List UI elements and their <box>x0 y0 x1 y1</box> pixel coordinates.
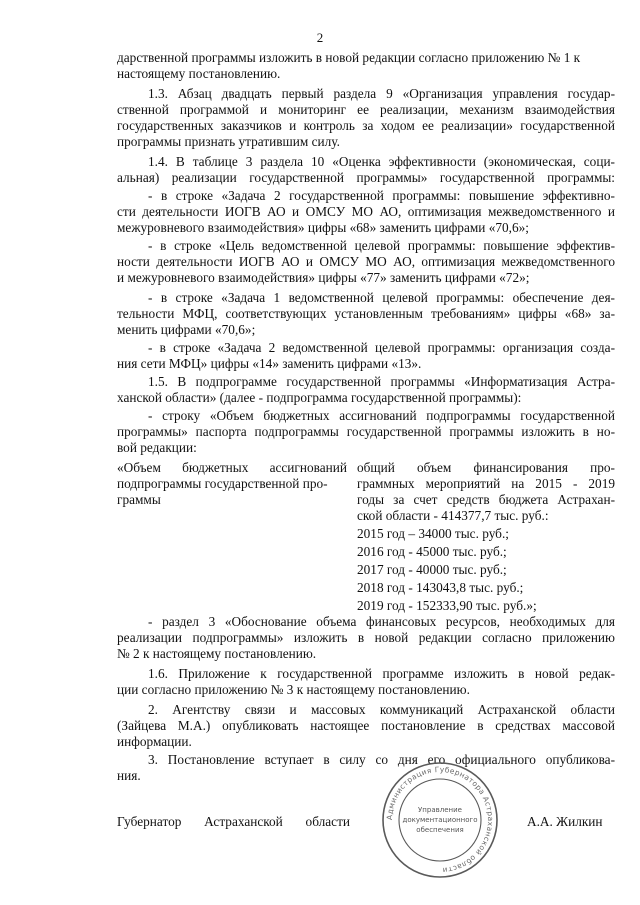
text-line: государственных заказчиков и контроль за ходом ее реализации» государственной <box>117 118 615 133</box>
text-line: реализации подпрограммы» изложить в новой редакции согласно приложению <box>117 630 615 645</box>
text-line: 1.6. Приложение к государственной программе изложить в новой редак- <box>148 666 615 681</box>
text-line: ханской области» (далее - подпрограмма государственной программы): <box>117 390 522 405</box>
signature-name: А.А. Жилкин <box>527 814 603 829</box>
text-line: ния сети МФЦ» цифры «14» заменить цифрами «13». <box>117 356 422 371</box>
page-number: 2 <box>316 30 324 45</box>
svg-text:документационного: документационного <box>402 816 478 824</box>
signature-title: Губернатор Астраханской области <box>117 814 350 829</box>
text-line: 3. Постановление вступает в силу со дня его официального опубликова- <box>148 752 615 767</box>
text-line: (Зайцева М.А.) опубликовать настоящее постановление в средствах массовой <box>117 718 615 733</box>
text-line: вой редакции: <box>117 440 197 455</box>
text-line: ности деятельности ИОГВ АО и ОМСУ МО АО, оптимизация межведомственного <box>117 254 615 269</box>
table-right-line: ской области - 414377,7 тыс. руб.: <box>357 508 549 523</box>
text-line: межуровневого взаимодействия» цифры «68» заменить цифрами «70,6»; <box>117 220 529 235</box>
table-left-line: подпрограммы государственной про- <box>117 476 328 491</box>
text-line: менить цифрами «70,6»; <box>117 322 256 337</box>
table-right-line: граммных мероприятий на 2015 - 2019 <box>357 476 615 491</box>
text-line: 1.4. В таблице 3 раздела 10 «Оценка эффективности (экономическая, соци- <box>148 154 615 169</box>
text-line: - в строке «Задача 2 государственной программы: повышение эффективно- <box>148 188 615 203</box>
table-right-line: 2017 год - 40000 тыс. руб.; <box>357 562 507 577</box>
table-right-line: общий объем финансирования про- <box>357 460 615 475</box>
text-line: альная) реализации государственной программы» государственной программы: <box>117 170 615 185</box>
table-left-line: граммы <box>117 492 161 507</box>
text-line: ственной программой и мониторинг ее реализации, механизм взаимодействия <box>117 102 615 117</box>
text-line: - раздел 3 «Обоснование объема финансовых ресурсов, необходимых для <box>148 614 615 629</box>
text-line: 2. Агентству связи и массовых коммуникаций Астраханской области <box>148 702 615 717</box>
text-line: тельности МФЦ, соответствующих установленным требованиям» цифры «68» за- <box>117 306 615 321</box>
text-line: настоящему постановлению. <box>117 66 281 81</box>
text-line: программы признать утратившим силу. <box>117 134 340 149</box>
text-line: сти деятельности ИОГВ АО и ОМСУ МО АО, оптимизация межведомственного и <box>117 204 615 219</box>
svg-text:Управление: Управление <box>418 806 462 814</box>
table-left-line: «Объем бюджетных ассигнований <box>117 460 347 475</box>
text-line: и межуровневого взаимодействия» цифры «77» заменить цифрами «72»; <box>117 270 530 285</box>
text-line: - в строке «Цель ведомственной целевой программы: повышение эффектив- <box>148 238 615 253</box>
text-line: ния. <box>117 768 141 783</box>
text-line: ции согласно приложению № 3 к настоящему постановлению. <box>117 682 470 697</box>
table-right-line: 2019 год - 152333,90 тыс. руб.»; <box>357 598 537 613</box>
text-line: - строку «Объем бюджетных ассигнований подпрограммы государственной <box>148 408 615 423</box>
text-line: информации. <box>117 734 192 749</box>
table-right-line: 2018 год - 143043,8 тыс. руб.; <box>357 580 524 595</box>
stamp-outer-text: Администрация Губернатора Астраханской области <box>384 764 496 875</box>
text-line: № 2 к настоящему постановлению. <box>117 646 317 661</box>
text-line: программы» паспорта подпрограммы государственной программы изложить в но- <box>117 424 615 439</box>
text-line: - в строке «Задача 1 ведомственной целевой программы: обеспечение дея- <box>148 290 615 305</box>
table-right-line: 2016 год - 45000 тыс. руб.; <box>357 544 507 559</box>
text-line: 1.5. В подпрограмме государственной программы «Информатизация Астра- <box>148 374 615 389</box>
text-line: 1.3. Абзац двадцать первый раздела 9 «Организация управления государ- <box>148 86 615 101</box>
official-stamp <box>380 760 500 880</box>
text-line: дарственной программы изложить в новой редакции согласно приложению № 1 к <box>117 50 581 65</box>
table-right-line: годы за счет средств бюджета Астрахан- <box>357 492 615 507</box>
svg-text:обеспечения: обеспечения <box>416 826 464 834</box>
text-line: - в строке «Задача 2 ведомственной целевой программы: организация созда- <box>148 340 615 355</box>
table-right-line: 2015 год – 34000 тыс. руб.; <box>357 526 509 541</box>
